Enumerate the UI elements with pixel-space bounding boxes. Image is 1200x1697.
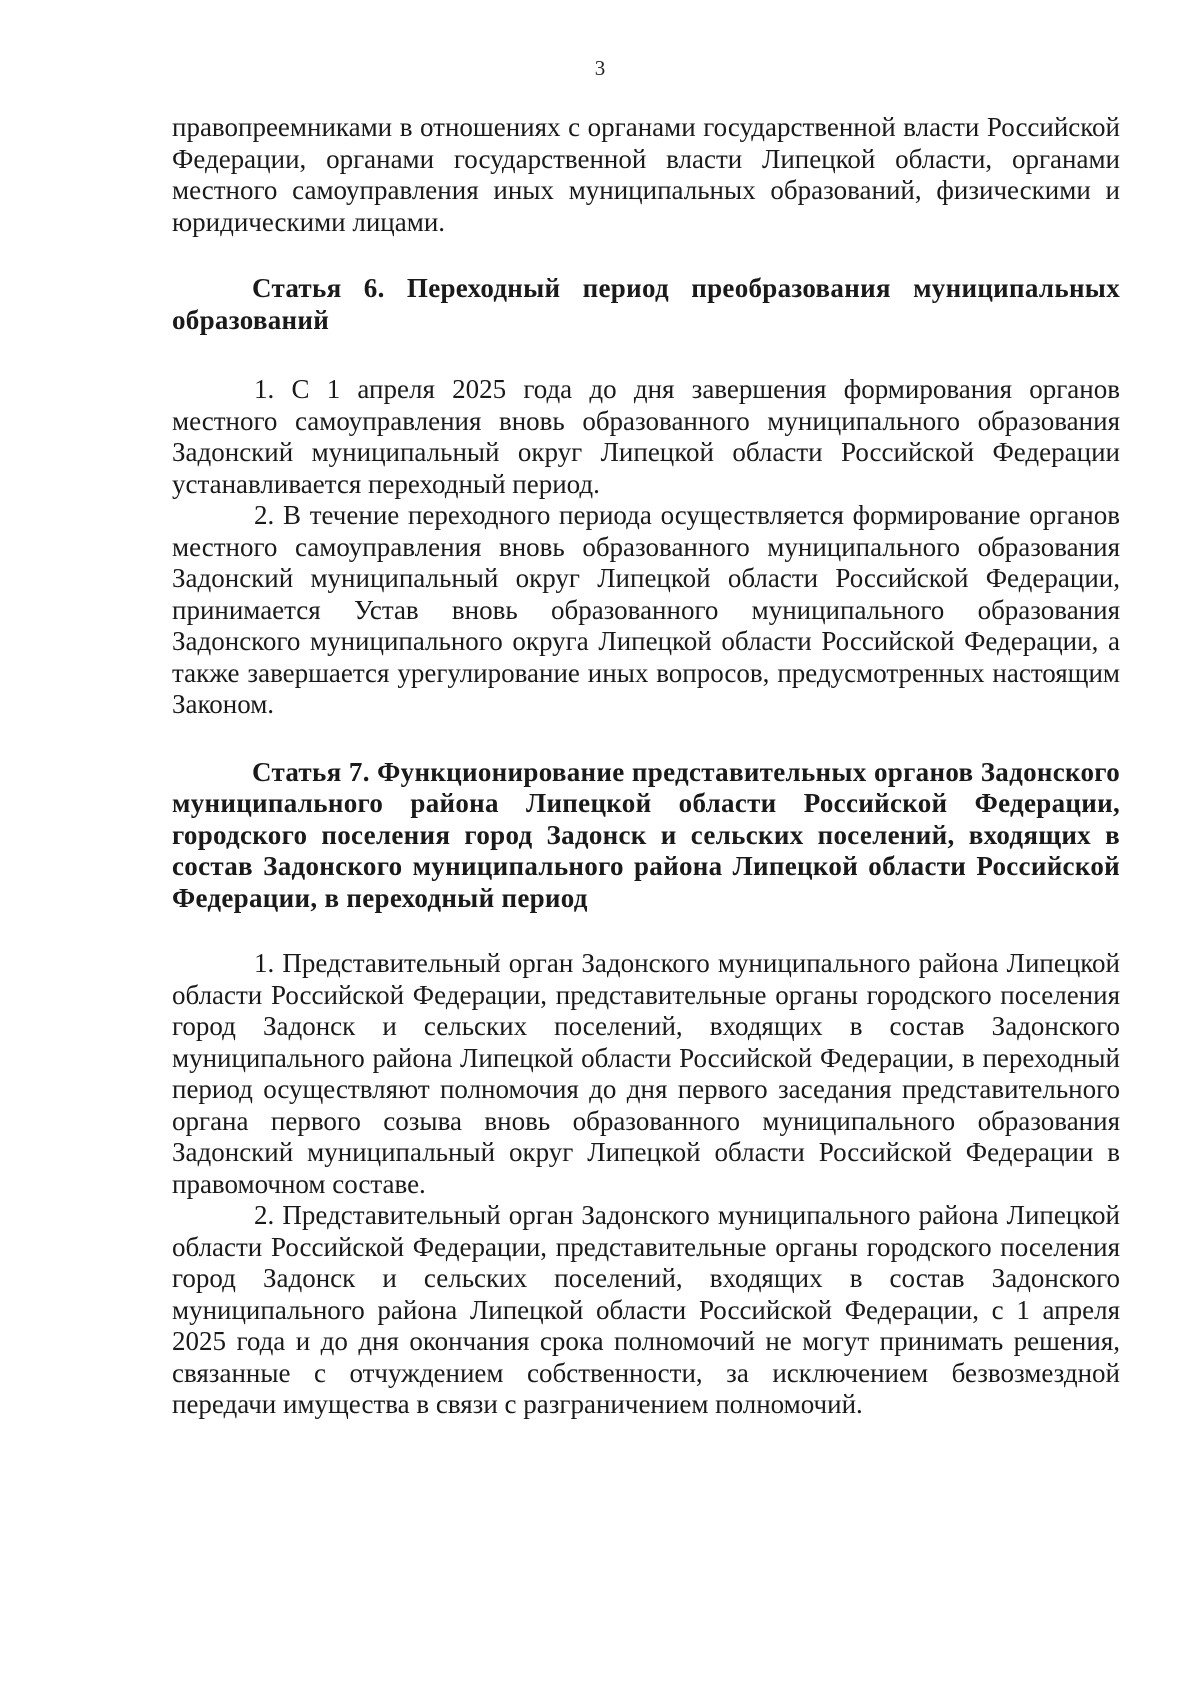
article-6-paragraph-1: 1. С 1 апреля 2025 года до дня завершения формирования органов местного самоуправления вновь образованного муниципального образования Задонский муниципальный округ Липецкой области Российской Федерации устанавливается переходный период. bbox=[172, 374, 1120, 499]
paragraph-continuation: правопреемниками в отношениях с органами государственной власти Российской Федерации, органами государственной власти Липецкой области, органами местного самоуправления иных муниципальных образований, физическими и юридическими лицами. bbox=[172, 112, 1120, 237]
article-6-heading: Статья 6. Переходный период преобразования муниципальных образований bbox=[172, 273, 1120, 335]
article-7-paragraph-1: 1. Представительный орган Задонского муниципального района Липецкой области Российской Федерации, представительные органы городского поселения город Задонск и сельских поселений, входящих в состав Задонского муниципального района Липецкой области Российской Федерации, в переходный период осуществляют полномочия до дня первого заседания представительного органа первого созыва вновь образованного муниципального образования Задонский муниципальный округ Липецкой области Российской Федерации в правомочном составе. bbox=[172, 948, 1120, 1199]
document-body bbox=[172, 112, 1120, 1421]
article-7-heading: Статья 7. Функционирование представительных органов Задонского муниципального района Липецкой области Российской Федерации, городского поселения город Задонск и сельских поселений, входящих в состав Задонского муниципального района Липецкой области Российской Федерации, в переходный период bbox=[172, 756, 1120, 913]
article-7-paragraph-2: 2. Представительный орган Задонского муниципального района Липецкой области Российской Федерации, представительные органы городского поселения город Задонск и сельских поселений, входящих в состав Задонского муниципального района Липецкой области Российской Федерации, с 1 апреля 2025 года и до дня окончания срока полномочий не могут принимать решения, связанные с отчуждением собственности, за исключением безвозмездной передачи имущества в связи с разграничением полномочий. bbox=[172, 1200, 1120, 1419]
page-number: 3 bbox=[594, 56, 606, 80]
article-6-paragraph-2: 2. В течение переходного периода осуществляется формирование органов местного самоуправления вновь образованного муниципального образования Задонский муниципальный округ Липецкой области Российской Федерации, принимается Устав вновь образованного муниципального образования Задонского муниципального округа Липецкой области Российской Федерации, а также завершается урегулирование иных вопросов, предусмотренных настоящим Законом. bbox=[172, 500, 1120, 719]
